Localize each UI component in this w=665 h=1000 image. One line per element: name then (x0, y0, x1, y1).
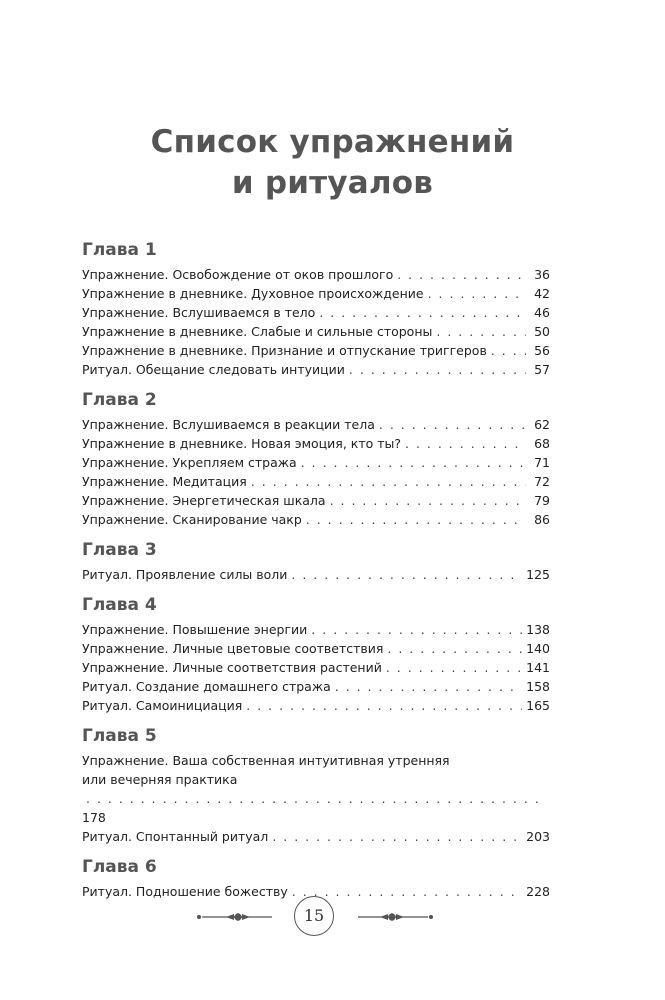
toc-entry (82, 265, 550, 284)
entry-label: Упражнение. Вслушиваемся в реакции тела (82, 417, 375, 432)
entry-label-line1: Упражнение. Ваша собственная интуитивная утренняя (82, 753, 450, 768)
entry-page-number: 42 (534, 286, 550, 301)
entry-label: Упражнение в дневнике. Духовное происхождение (82, 286, 424, 301)
entry-label: или вечерняя практика (82, 772, 238, 787)
entry-page-number: 86 (534, 512, 550, 527)
entry-label: Упражнение. Энергетическая шкала (82, 493, 326, 508)
dot-leader (349, 360, 526, 379)
entry-page-number: 141 (526, 660, 550, 675)
chapter-heading: Глава 6 (82, 857, 157, 877)
entry-label: Ритуал. Подношение божеству (82, 884, 288, 899)
entry-label: Ритуал. Обещание следовать интуиции (82, 362, 345, 377)
toc-entry (82, 677, 550, 696)
entry-page-number: 203 (526, 829, 550, 844)
dot-leader (251, 472, 526, 491)
entry-label: Упражнение. Освобождение от оков прошлого (82, 267, 394, 282)
entry-page-number: 158 (526, 679, 550, 694)
dot-leader (311, 620, 522, 639)
toc-entry (82, 434, 550, 453)
dot-leader (491, 341, 526, 360)
toc-entry (82, 751, 550, 827)
entry-page-number: 56 (534, 343, 550, 358)
entry-label: Ритуал. Спонтанный ритуал (82, 829, 269, 844)
toc-entry (82, 827, 550, 846)
entry-label: Упражнение. Личные цветовые соответствия (82, 641, 384, 656)
dot-leader (379, 415, 526, 434)
entry-label: Упражнение. Сканирование чакр (82, 512, 302, 527)
entry-page-number: 228 (526, 884, 550, 899)
toc-entry (82, 453, 550, 472)
title-line-2: и ритуалов (231, 165, 434, 201)
entry-page-number: 138 (526, 622, 550, 637)
chapter-heading: Глава 4 (82, 595, 157, 615)
left-ornament-icon (196, 910, 278, 924)
entry-page-number: 46 (534, 305, 550, 320)
entry-label: Упражнение. Личные соответствия растений (82, 660, 382, 675)
entry-label: Упражнение в дневнике. Признание и отпускание триггеров (82, 343, 487, 358)
entry-page-number: 178 (82, 810, 106, 825)
toc-entry (82, 341, 550, 360)
dot-leader (436, 322, 526, 341)
toc-entry (82, 472, 550, 491)
title-line-1: Список упражнений (150, 124, 515, 160)
page-title (0, 122, 665, 204)
chapter-heading: Глава 5 (82, 726, 157, 746)
entry-page-number: 140 (526, 641, 550, 656)
toc-entry (82, 415, 550, 434)
entry-page-number: 165 (526, 698, 550, 713)
toc-entry (82, 639, 550, 658)
dot-leader (272, 827, 522, 846)
toc-entry (82, 322, 550, 341)
entry-page-number: 72 (534, 474, 550, 489)
toc-entry (82, 658, 550, 677)
dot-leader (86, 789, 546, 808)
toc-entry (82, 510, 550, 529)
entry-label: Упражнение в дневнике. Новая эмоция, кто ты? (82, 436, 402, 451)
dot-leader (428, 284, 526, 303)
page-number: 15 (294, 896, 334, 936)
dot-leader (386, 658, 522, 677)
toc-entry (82, 491, 550, 510)
dot-leader (330, 491, 526, 510)
dot-leader (319, 303, 526, 322)
entry-label: Ритуал. Самоинициация (82, 698, 243, 713)
dot-leader (246, 696, 522, 715)
entry-label: Упражнение в дневнике. Слабые и сильные стороны (82, 324, 433, 339)
dot-leader (405, 434, 526, 453)
entry-page-number: 36 (534, 267, 550, 282)
entry-label: Упражнение. Укрепляем стража (82, 455, 297, 470)
dot-leader (397, 265, 526, 284)
toc-entry (82, 620, 550, 639)
right-ornament-icon (352, 910, 434, 924)
entry-label: Упражнение. Вслушиваемся в тело (82, 305, 316, 320)
chapter-heading: Глава 1 (82, 240, 157, 260)
toc-entry (82, 360, 550, 379)
entry-page-number: 71 (534, 455, 550, 470)
toc-entry (82, 696, 550, 715)
entry-label: Упражнение. Повышение энергии (82, 622, 308, 637)
entry-page-number: 57 (534, 362, 550, 377)
dot-leader (387, 639, 522, 658)
dot-leader (301, 453, 526, 472)
chapter-heading: Глава 3 (82, 540, 157, 560)
entry-page-number: 50 (534, 324, 550, 339)
entry-label: Ритуал. Проявление силы воли (82, 567, 288, 582)
entry-label: Упражнение. Медитация (82, 474, 247, 489)
entry-page-number: 79 (534, 493, 550, 508)
chapter-heading: Глава 2 (82, 390, 157, 410)
dot-leader (291, 565, 522, 584)
entry-page-number: 68 (534, 436, 550, 451)
toc-entry (82, 565, 550, 584)
toc-entry (82, 284, 550, 303)
toc-entry (82, 303, 550, 322)
dot-leader (335, 677, 522, 696)
exercise-list (82, 240, 550, 901)
page-footer (0, 896, 665, 940)
entry-page-number: 62 (534, 417, 550, 432)
entry-label: Ритуал. Создание домашнего стража (82, 679, 331, 694)
entry-page-number: 125 (526, 567, 550, 582)
dot-leader (306, 510, 526, 529)
